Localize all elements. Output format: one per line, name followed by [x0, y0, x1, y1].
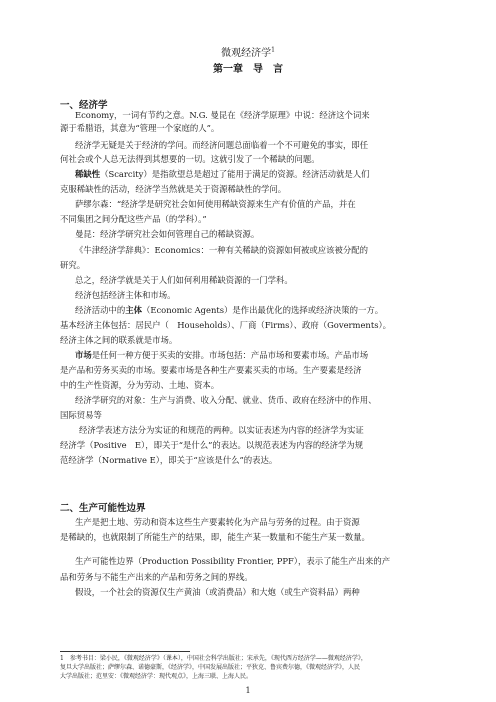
paragraph-line: 经济包括经济主体和市场。	[75, 290, 176, 300]
paragraph-line: 经济活动中的主体（Economic Agents）是作出最优化的选择或经济决策的一方。	[75, 305, 384, 315]
paragraph-line: 经济学研究的对象：生产与消费、收入分配、就业、货币、政府在经济中的作用、	[75, 395, 377, 405]
paragraph-line: 市场是任何一种方便于买卖的安排。市场包括：产品市场和要素市场。产品市场	[75, 350, 369, 360]
footnote-line: 复旦大学出版社；萨缪尔森、诺德豪斯，《经济学》，中国发展出版社；平狄克、鲁宾费尔德，《微观经济学》，人民	[60, 664, 361, 671]
paragraph-line: 不同集团之间分配这些产品（的学科）。”	[60, 214, 207, 224]
paragraph-line: 萨缪尔森：“经济学是研究社会如何使用稀缺资源来生产有价值的产品，并在	[75, 199, 356, 209]
paragraph-line: 稀缺性（Scarcity）是指欲望总是超过了能用于满足的资源。经济活动就是人们	[75, 169, 370, 179]
paragraph-line: 中的生产性资源，分为劳动、土地、资本。	[60, 380, 220, 390]
footnote-line: 1 参考书目：梁小民，《微观经济学》（课本），中国社会科学出版社；宋承先，《现代西方经济学——微观经济学》，	[60, 655, 367, 662]
paragraph-line: 经济主体之间的联系就是市场。	[60, 335, 178, 345]
footnote-divider	[60, 651, 190, 652]
paragraph-line: 经济学表述方法分为实证的和规范的两种。以实证表述为内容的经济学为实证	[79, 425, 364, 435]
footnote-line: 大学出版社；范里安：《微观经济学：现代观点》，上海三联、上海人民。	[60, 673, 253, 680]
term-market: 市场	[75, 350, 92, 360]
paragraph-line: 总之，经济学就是关于人们如何利用稀缺资源的一门学科。	[75, 275, 293, 285]
paragraph-line: 假设，一个社会的资源仅生产黄油（或消费品）和大炮（或生产资料品）两种	[75, 587, 360, 597]
paragraph-line: 经济学无疑是关于经济的学问。而经济问题总面临着一个不可避免的事实，即任	[75, 140, 369, 150]
chapter-heading: 第一章 导 言	[213, 64, 283, 75]
paragraph-line: 经济学（Positive E），即关于“是什么”的表达。以规范表述为内容的经济学为规	[60, 440, 364, 450]
paragraph-line: 国际贸易等	[60, 410, 102, 420]
paragraph-line: 源于希腊语，其意为“管理一个家庭的人”。	[60, 123, 220, 133]
section-heading-ppf: 二、生产可能性边界	[60, 503, 146, 514]
paragraph-line: 生产可能性边界（Production Possibility Frontier, PPF），表示了能生产出来的产	[75, 556, 391, 566]
paragraph-line: Economy，一词有节约之意。N.G. 曼昆在《经济学原理》中说：经济这个词来	[75, 110, 370, 120]
paragraph-line: 《牛津经济学辞典》：Economics：一种有关稀缺的资源如何被或应该被分配的	[75, 245, 368, 255]
paragraph-line: 克服稀缺性的活动，经济学当然就是关于资源稀缺性的学问。	[60, 184, 287, 194]
paragraph-line: 生产是把土地、劳动和资本这些生产要素转化为产品与劳务的过程。由于资源	[75, 517, 360, 527]
paragraph-line: 是产品和劳务买卖的市场。要素市场是各种生产要素买卖的市场。生产要素是经济	[60, 365, 362, 375]
paragraph-line: 研究。	[60, 260, 86, 270]
paragraph-line: 基本经济主体包括：居民户（ Households）、厂商（Firms）、政府（Goverments）。	[60, 320, 392, 330]
footnote-marker: 1	[271, 46, 275, 54]
document-title: 微观经济学$^1$	[221, 46, 275, 59]
paragraph-line: 曼昆：经济学研究社会如何管理自己的稀缺资源。	[75, 229, 260, 239]
term-agents: 主体	[125, 305, 142, 315]
page-number: 1	[245, 686, 251, 695]
paragraph-line: 品和劳务与不能生产出来的产品和劳务之间的界线。	[60, 572, 253, 582]
paragraph-line: 是稀缺的，也就限制了所能生产的结果，即，能生产某一数量和不能生产某一数量。	[60, 532, 370, 542]
paragraph-line: 范经济学（Normative E），即关于“应该是什么”的表达。	[60, 455, 278, 465]
section-heading-economics: 一、经济学	[60, 100, 108, 111]
term-scarcity: 稀缺性	[75, 169, 101, 179]
paragraph-line: 何社会或个人总无法得到其想要的一切。这就引发了一个稀缺的问题。	[60, 154, 320, 164]
